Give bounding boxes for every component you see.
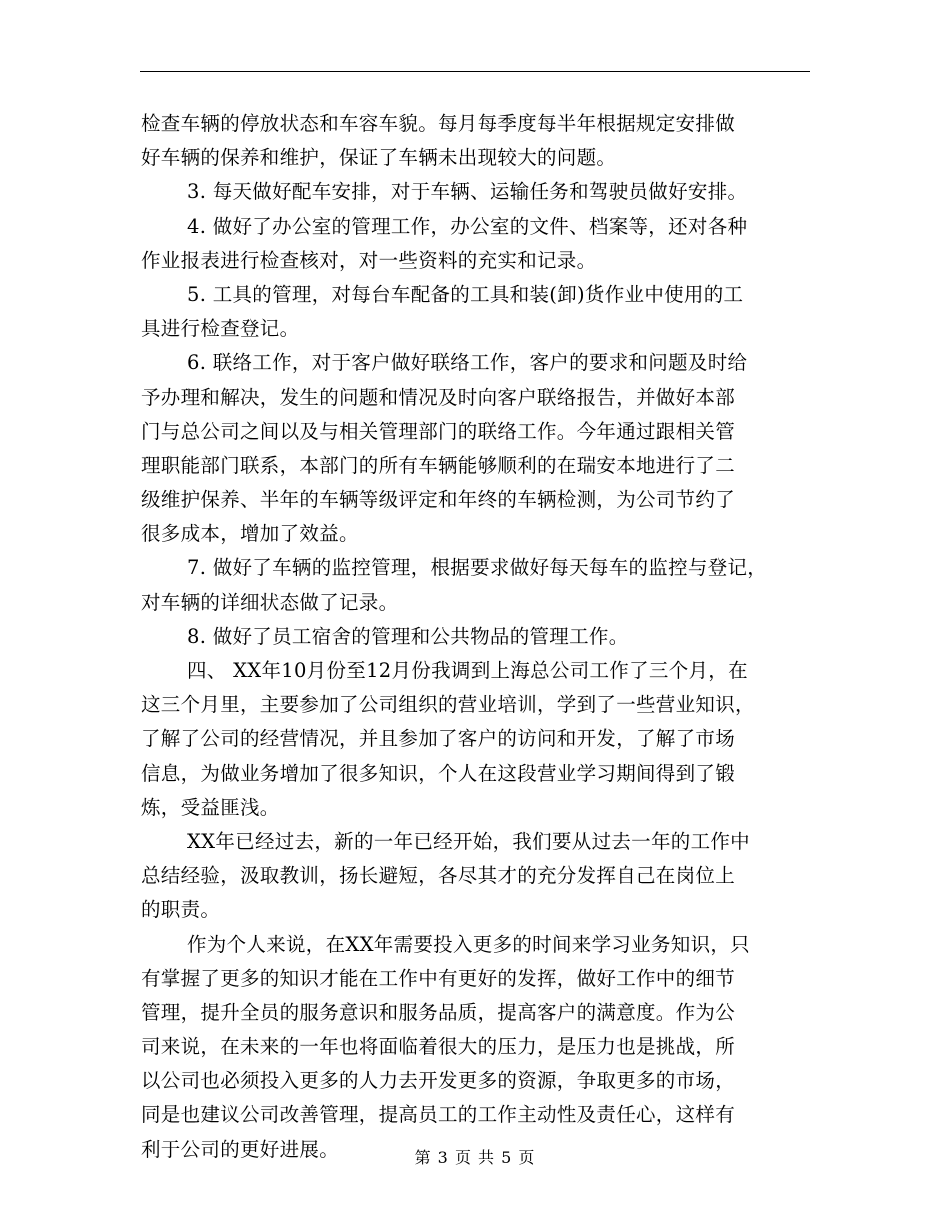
text-line: 这三个月里，主要参加了公司组织的营业培训，学到了一些营业知识， bbox=[141, 693, 755, 717]
text-line: 有掌握了更多的知识才能在工作中有更好的发挥，做好工作中的细节 bbox=[141, 966, 736, 990]
text-line: 8. 做好了员工宿舍的管理和公共物品的管理工作。 bbox=[187, 624, 629, 648]
text-line: 5. 工具的管理，对每台车配备的工具和装(卸)货作业中使用的工 bbox=[187, 282, 744, 306]
text-line: 好车辆的保养和维护，保证了车辆未出现较大的问题。 bbox=[141, 146, 617, 170]
text-line: 管理，提升全员的服务意识和服务品质，提高客户的满意度。作为公 bbox=[141, 1000, 736, 1024]
text-line: 以公司也必须投入更多的人力去开发更多的资源，争取更多的市场， bbox=[141, 1069, 736, 1093]
text-line: 7. 做好了车辆的监控管理，根据要求做好每天每车的监控与登记， bbox=[187, 556, 768, 580]
text-line: 级维护保养、半年的车辆等级评定和年终的车辆检测，为公司节约了 bbox=[141, 488, 736, 512]
text-line: 司来说，在未来的一年也将面临着很大的压力，是压力也是挑战，所 bbox=[141, 1035, 736, 1059]
text-line: 6. 联络工作，对于客户做好联络工作，客户的要求和问题及时给 bbox=[187, 351, 748, 375]
text-line: 门与总公司之间以及与相关管理部门的联络工作。今年通过跟相关管 bbox=[141, 419, 736, 443]
text-line: 信息，为做业务增加了很多知识，个人在这段营业学习期间得到了锻 bbox=[141, 761, 736, 785]
text-line: 理职能部门联系，本部门的所有车辆能够顺利的在瑞安本地进行了二 bbox=[141, 453, 736, 477]
text-line: 炼，受益匪浅。 bbox=[141, 795, 280, 819]
page-number-footer: 第 3 页 共 5 页 bbox=[414, 1148, 536, 1167]
text-line: 4. 做好了办公室的管理工作，办公室的文件、档案等，还对各种 bbox=[187, 214, 748, 238]
text-line: 作为个人来说，在XX年需要投入更多的时间来学习业务知识，只 bbox=[187, 932, 750, 956]
text-line: 予办理和解决，发生的问题和情况及时向客户联络报告，并做好本部 bbox=[141, 385, 736, 409]
header-rule bbox=[140, 71, 810, 72]
text-line: 四、 XX年10月份至12月份我调到上海总公司工作了三个月，在 bbox=[187, 659, 748, 682]
text-line: 利于公司的更好进展。 bbox=[141, 1137, 340, 1161]
text-line: 同是也建议公司改善管理，提高员工的工作主动性及责任心，这样有 bbox=[141, 1103, 736, 1127]
text-line: XX年已经过去，新的一年已经开始，我们要从过去一年的工作中 bbox=[187, 829, 750, 853]
text-line: 总结经验，汲取教训，扬长避短，各尽其才的充分发挥自己在岗位上 bbox=[141, 864, 736, 888]
text-line: 了解了公司的经营情况，并且参加了客户的访问和开发，了解了市场 bbox=[141, 727, 736, 751]
text-line: 3. 每天做好配车安排，对于车辆、运输任务和驾驶员做好安排。 bbox=[187, 180, 748, 204]
text-line: 对车辆的详细状态做了记录。 bbox=[141, 590, 399, 614]
text-line: 具进行检查登记。 bbox=[141, 317, 300, 341]
document-body bbox=[141, 107, 821, 1167]
text-line: 的职责。 bbox=[141, 898, 221, 922]
text-line: 很多成本，增加了效益。 bbox=[141, 522, 359, 546]
text-line: 作业报表进行检查核对，对一些资料的充实和记录。 bbox=[141, 248, 597, 272]
text-line: 检查车辆的停放状态和车容车貌。每月每季度每半年根据规定安排做 bbox=[141, 112, 736, 135]
